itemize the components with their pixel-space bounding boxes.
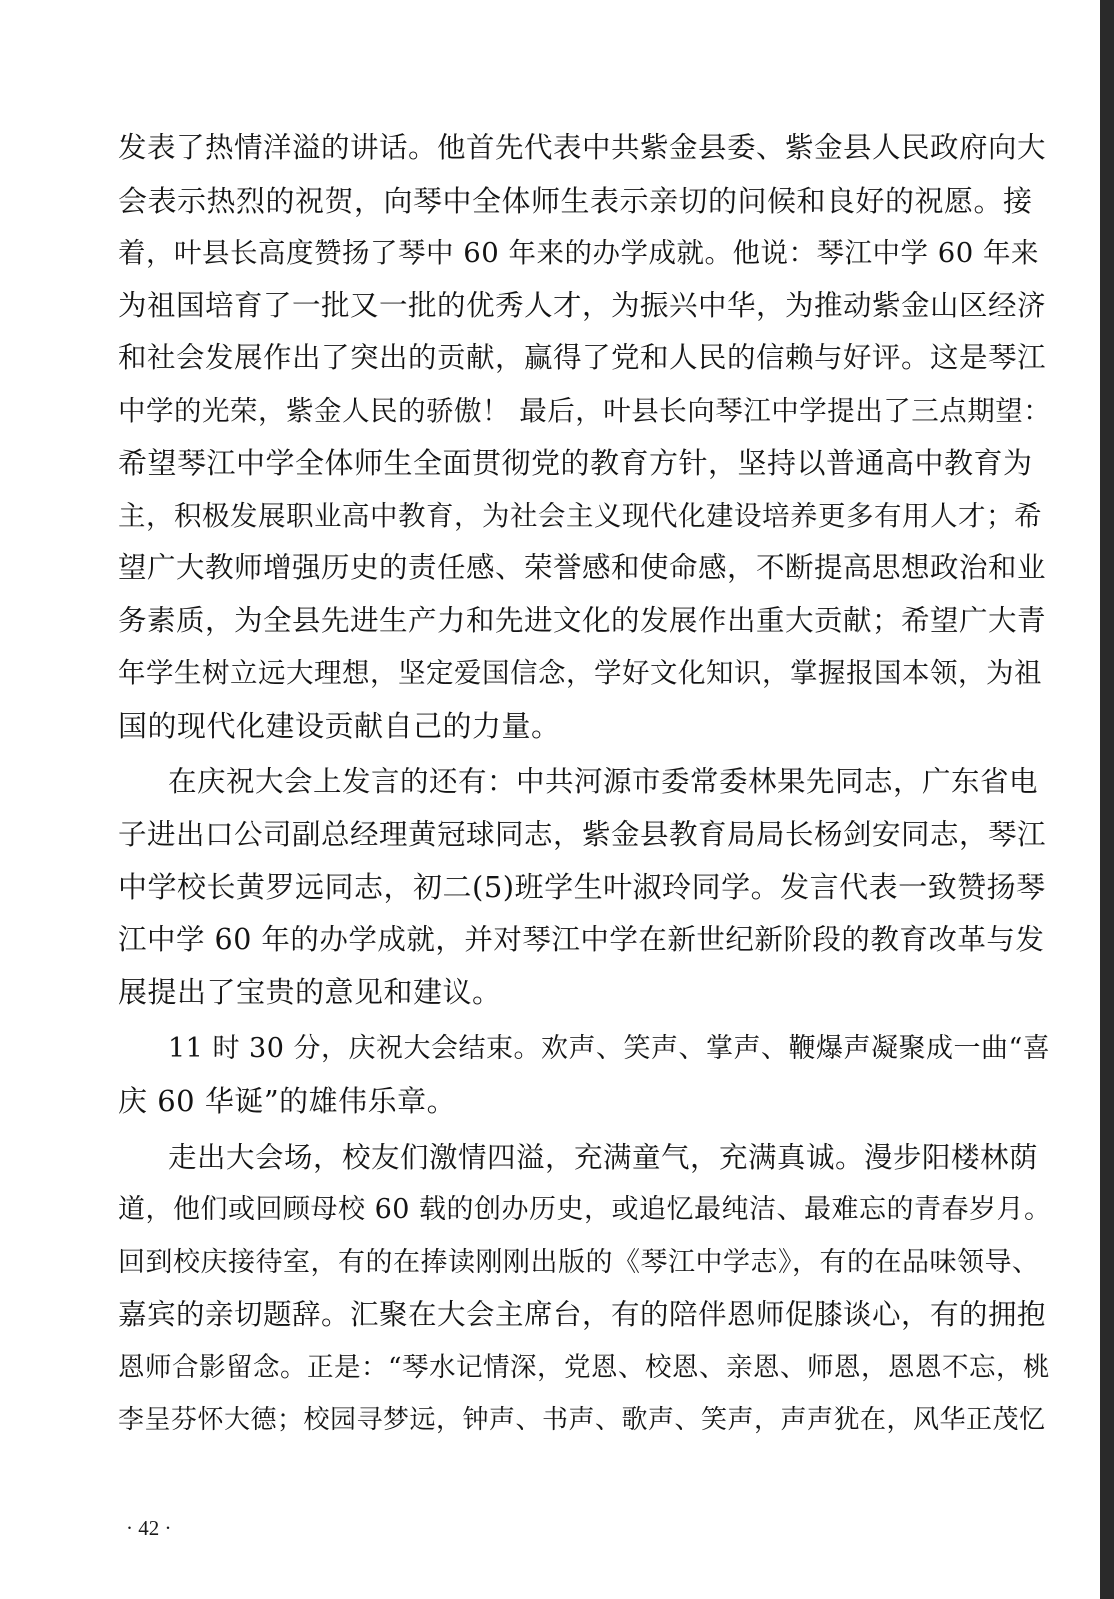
paragraph-start: 11 时 30 分，庆祝大会结束。欢声、笑声、掌声、鞭爆声凝聚成一曲“喜 [168, 1032, 1051, 1064]
text-line: 恩师合影留念。正是：“琴水记情深，党恩、校恩、亲恩、师恩，恩恩不忘，桃 [118, 1351, 1051, 1383]
text-line: 希望琴江中学全体师生全面贯彻党的教育方针，坚持以普通高中教育为 [118, 446, 1033, 480]
text-line: 会表示热烈的祝贺，向琴中全体师生表示亲切的问候和良好的祝愿。接 [118, 183, 1033, 218]
paragraph-start: 在庆祝大会上发言的还有：中共河源市委常委林果先同志，广东省电 [168, 765, 1039, 798]
text-line: 务素质，为全县先进生产力和先进文化的发展作出重大贡献；希望广大青 [118, 603, 1047, 637]
text-line: 回到校庆接待室，有的在捧读刚刚出版的《琴江中学志》，有的在品味领导、 [118, 1246, 1040, 1278]
text-line: 展提出了宝贵的意见和建议。 [118, 975, 502, 1009]
text-line: 国的现代化建设贡献自己的力量。 [118, 708, 561, 743]
text-line: 中学的光荣，紫金人民的骄傲！ 最后，叶县长向琴江中学提出了三点期望： [118, 394, 1052, 427]
text-line: 主，积极发展职业高中教育，为社会主义现代化建设培养更多有用人才；希 [118, 499, 1042, 532]
paragraph-start: 走出大会场，校友们激情四溢，充满童气，充满真诚。漫步阳楼林荫 [168, 1140, 1039, 1174]
text-line: 江中学 60 年的办学成就，并对琴江中学在新世纪新阶段的教育改革与发 [118, 922, 1045, 956]
text-line: 嘉宾的亲切题辞。汇聚在大会主席台，有的陪伴恩师促膝谈心，有的拥抱 [118, 1298, 1047, 1331]
text-line: 和社会发展作出了突出的贡献，赢得了党和人民的信赖与好评。这是琴江 [118, 341, 1047, 374]
text-line: 道，他们或回顾母校 60 载的创办历史，或追忆最纯洁、最难忘的青春岁月。 [118, 1194, 1052, 1225]
page-number: · 42 · [126, 1516, 172, 1540]
text-line: 为祖国培育了一批又一批的优秀人才，为振兴中华，为推动紫金山区经济 [118, 288, 1047, 322]
text-line: 望广大教师增强历史的责任感、荣誉感和使命感，不断提高思想政治和业 [118, 551, 1047, 584]
text-line: 年学生树立远大理想，坚定爱国信念，学好文化知识，掌握报国本领，为祖 [118, 657, 1042, 689]
text-line: 中学校长黄罗远同志，初二(5)班学生叶淑玲同学。发言代表一致赞扬琴 [118, 870, 1046, 904]
text-line: 子进出口公司副总经理黄冠球同志，紫金县教育局局长杨剑安同志，琴江 [118, 817, 1047, 851]
text-line: 发表了热情洋溢的讲话。他首先代表中共紫金县委、紫金县人民政府向大 [118, 131, 1047, 164]
text-line: 庆 60 华诞”的雄伟乐章。 [118, 1084, 457, 1118]
text-line: 李呈芬怀大德；校园寻梦远，钟声、书声、歌声、笑声，声声犹在，风华正茂忆 [118, 1405, 1046, 1435]
text-line: 着，叶县长高度赞扬了琴中 60 年来的办学成就。他说：琴江中学 60 年来 [118, 237, 1039, 269]
body-text [118, 122, 1052, 1447]
